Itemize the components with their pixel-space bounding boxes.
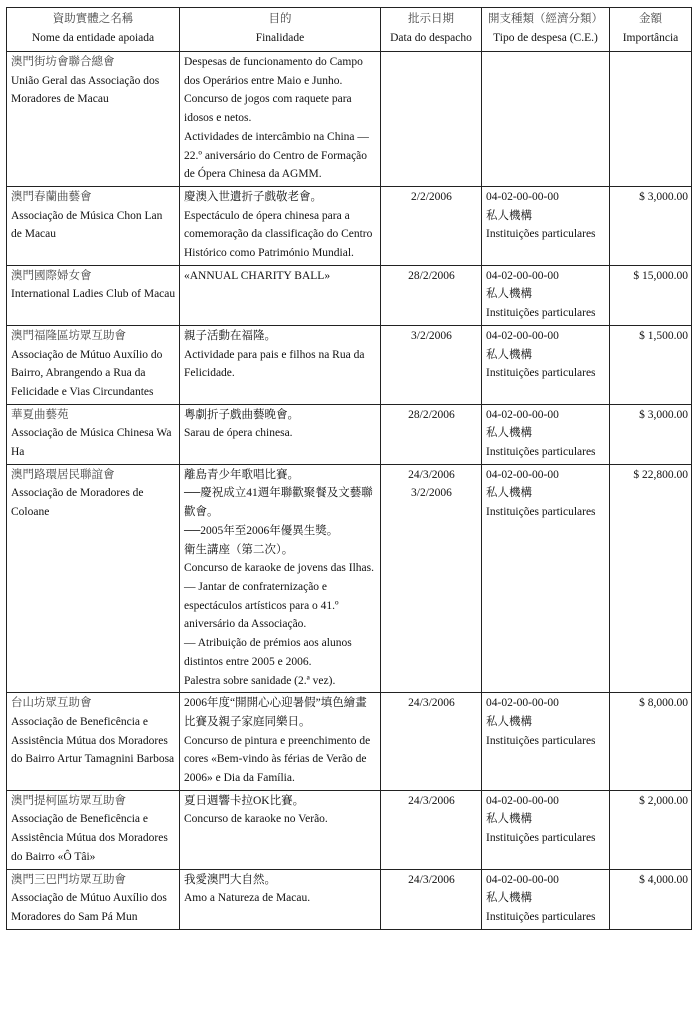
- header-amount: 金額 Importância: [610, 8, 692, 52]
- entity-name-pt: União Geral das Associação dos Moradores de Macau: [11, 74, 160, 106]
- expense-type-line: Instituições particulares: [486, 367, 596, 380]
- dispatch-date: 24/3/2006: [408, 468, 455, 481]
- expense-type-line: 04-02-00-00-00: [486, 873, 559, 886]
- expense-type-line: Instituições particulares: [486, 446, 596, 459]
- amount-cell: [610, 869, 692, 929]
- expense-type-line: 私人機構: [486, 288, 532, 301]
- entity-name-zh: 澳門街坊會聯合總會: [11, 56, 115, 68]
- purpose-line: Despesas de funcionamento do Campo dos Operários entre Maio e Junho.: [184, 56, 363, 87]
- table-row: [7, 790, 692, 869]
- amount-value: $ 3,000.00: [639, 190, 688, 203]
- table-row: [7, 325, 692, 404]
- purpose-line: 2006年度“開開心心迎暑假”填色繪畫比賽及親子家庭同樂日。: [184, 697, 367, 728]
- purpose-line: 慶澳入世遺折子戲敬老會。: [184, 190, 322, 203]
- purpose-line: Espectáculo de ópera chinesa para a comemoração da classificação do Centro Histórico como Património Mundial.: [184, 209, 373, 260]
- entity-cell: [7, 265, 180, 325]
- purpose-line: Amo a Natureza de Macau.: [184, 892, 311, 905]
- dispatch-date: 3/2/2006: [411, 329, 452, 342]
- dispatch-date: 24/3/2006: [408, 794, 455, 807]
- header-entity: 資助實體之名稱 Nome da entidade apoiada: [7, 8, 180, 52]
- date-cell: [381, 325, 482, 404]
- expense-type-cell: [482, 464, 610, 692]
- amount-cell: [610, 693, 692, 791]
- expense-type-line: Instituições particulares: [486, 734, 596, 747]
- date-cell: [381, 464, 482, 692]
- date-cell: [381, 265, 482, 325]
- expense-type-line: Instituições particulares: [486, 228, 596, 241]
- entity-name-pt: Associação de Música Chon Lan de Macau: [11, 209, 163, 241]
- amount-value: $ 4,000.00: [639, 873, 688, 886]
- date-cell: [381, 693, 482, 791]
- entity-name-pt: Associação de Música Chinesa Wa Ha: [11, 427, 172, 459]
- purpose-line: 離島青少年歌唱比賽。: [184, 468, 299, 481]
- expense-type-cell: [482, 325, 610, 404]
- amount-cell: [610, 325, 692, 404]
- purpose-cell: [180, 869, 381, 929]
- amount-cell: [610, 790, 692, 869]
- entity-name-pt: Associação de Beneficência e Assistência Mútua dos Moradores do Bairro «Ô Tâi»: [11, 813, 168, 863]
- purpose-line: Sarau de ópera chinesa.: [184, 427, 293, 440]
- entity-name-pt: Associação de Beneficência e Assistência Mútua dos Moradores do Bairro Artur Tamagnini Barbosa: [11, 715, 175, 766]
- purpose-line: 衛生講座（第二次）。: [184, 543, 294, 556]
- purpose-cell: [180, 693, 381, 791]
- amount-value: $ 1,500.00: [639, 329, 688, 342]
- expense-type-line: Instituições particulares: [486, 506, 596, 519]
- subsidy-table: [6, 7, 692, 930]
- purpose-cell: [180, 325, 381, 404]
- entity-name-zh: 澳門春蘭曲藝會: [11, 190, 92, 203]
- header-date: 批示日期 Data do despacho: [381, 8, 482, 52]
- expense-type-cell: [482, 790, 610, 869]
- header-type: 開支種類（經濟分類） Tipo de despesa (C.E.): [482, 8, 610, 52]
- entity-name-zh: 台山坊眾互助會: [11, 697, 92, 710]
- purpose-line: Concurso de karaoke no Verão.: [184, 813, 328, 826]
- amount-cell: [610, 186, 692, 265]
- entity-cell: [7, 790, 180, 869]
- dispatch-date: 24/3/2006: [408, 873, 455, 886]
- expense-type-cell: [482, 693, 610, 791]
- table-row: [7, 186, 692, 265]
- date-cell: [381, 186, 482, 265]
- entity-name-zh: 澳門國際婦女會: [11, 269, 92, 282]
- dispatch-date: 28/2/2006: [408, 408, 455, 421]
- entity-cell: [7, 186, 180, 265]
- purpose-line: 我愛澳門大自然。: [184, 873, 276, 886]
- purpose-line: «ANNUAL CHARITY BALL»: [184, 269, 331, 282]
- expense-type-line: 私人機構: [486, 715, 532, 728]
- purpose-cell: [180, 790, 381, 869]
- amount-cell: [610, 52, 692, 187]
- table-row: [7, 693, 692, 791]
- entity-name-zh: 澳門福隆區坊眾互助會: [11, 329, 126, 342]
- expense-type-line: 04-02-00-00-00: [486, 697, 559, 710]
- table-row: [7, 464, 692, 692]
- date-cell: [381, 404, 482, 464]
- expense-type-line: 私人機構: [486, 209, 532, 222]
- entity-name-pt: Associação de Mútuo Auxílio do Bairro, Abrangendo a Rua da Felicidade e Vias Circundantes: [11, 348, 163, 398]
- dispatch-date: 24/3/2006: [408, 697, 455, 710]
- entity-name-zh: 華夏曲藝苑: [11, 408, 69, 421]
- expense-type-line: 私人機構: [486, 427, 532, 440]
- entity-cell: [7, 404, 180, 464]
- purpose-line: — Jantar de confraternização e espectáculos artísticos para o 41.º aniversário da Associação.: [184, 580, 339, 631]
- dispatch-date: 28/2/2006: [408, 269, 455, 282]
- entity-name-zh: 澳門路環居民聯誼會: [11, 468, 115, 481]
- amount-cell: [610, 265, 692, 325]
- purpose-line: 親子活動在福隆。: [184, 329, 276, 342]
- amount-cell: [610, 464, 692, 692]
- purpose-line: Actividades de intercâmbio na China — 22.º aniversário do Centro de Formação de Ópera Chinesa da AGMM.: [184, 130, 369, 181]
- entity-name-pt: International Ladies Club of Macau: [11, 288, 176, 301]
- purpose-cell: [180, 186, 381, 265]
- table-row: [7, 52, 692, 187]
- purpose-cell: [180, 265, 381, 325]
- expense-type-line: 04-02-00-00-00: [486, 269, 559, 282]
- entity-cell: [7, 693, 180, 791]
- expense-type-cell: [482, 869, 610, 929]
- header-purpose: 目的 Finalidade: [180, 8, 381, 52]
- expense-type-line: 04-02-00-00-00: [486, 190, 559, 203]
- purpose-line: ──慶祝成立41週年聯歡聚餐及文藝聯歡會。: [184, 487, 373, 519]
- amount-value: $ 22,800.00: [633, 468, 688, 481]
- entity-name-pt: Associação de Moradores de Coloane: [11, 487, 144, 519]
- expense-type-line: Instituições particulares: [486, 910, 596, 923]
- date-cell: [381, 52, 482, 187]
- expense-type-cell: [482, 265, 610, 325]
- amount-cell: [610, 404, 692, 464]
- amount-value: $ 8,000.00: [639, 697, 688, 710]
- expense-type-line: 私人機構: [486, 892, 532, 905]
- expense-type-cell: [482, 52, 610, 187]
- header-row: [7, 8, 692, 52]
- entity-name-pt: Associação de Mútuo Auxílio dos Moradores do Sam Pá Mun: [11, 892, 167, 923]
- purpose-line: — Atribuição de prémios aos alunos distintos entre 2005 e 2006.: [184, 637, 352, 668]
- purpose-cell: [180, 404, 381, 464]
- dispatch-date: 3/2/2006: [411, 487, 452, 500]
- entity-cell: [7, 869, 180, 929]
- amount-value: $ 3,000.00: [639, 408, 688, 421]
- expense-type-cell: [482, 186, 610, 265]
- table-row: [7, 265, 692, 325]
- entity-cell: [7, 52, 180, 187]
- purpose-cell: [180, 464, 381, 692]
- expense-type-line: 04-02-00-00-00: [486, 468, 559, 481]
- expense-type-line: 私人機構: [486, 348, 532, 361]
- expense-type-line: Instituições particulares: [486, 832, 596, 845]
- purpose-line: 粵劇折子戲曲藝晚會。: [184, 408, 299, 421]
- entity-name-zh: 澳門三巴門坊眾互助會: [11, 873, 126, 886]
- purpose-line: Concurso de karaoke de jovens das Ilhas.: [184, 562, 375, 575]
- amount-value: $ 2,000.00: [639, 794, 688, 807]
- entity-cell: [7, 464, 180, 692]
- date-cell: [381, 790, 482, 869]
- expense-type-line: Instituições particulares: [486, 307, 596, 320]
- entity-cell: [7, 325, 180, 404]
- expense-type-line: 04-02-00-00-00: [486, 794, 559, 807]
- table-row: [7, 404, 692, 464]
- table-row: [7, 869, 692, 929]
- purpose-line: ──2005年至2006年優異生獎。: [184, 524, 339, 537]
- entity-name-zh: 澳門提柯區坊眾互助會: [11, 794, 126, 807]
- expense-type-line: 私人機構: [486, 813, 532, 826]
- purpose-cell: [180, 52, 381, 187]
- purpose-line: Palestra sobre sanidade (2.ª vez).: [184, 674, 336, 687]
- table-body: [7, 52, 692, 930]
- purpose-line: Concurso de pintura e preenchimento de cores «Bem-vindo às férias de Verão de 2006» e Dia da Família.: [184, 734, 371, 785]
- expense-type-line: 私人機構: [486, 487, 532, 500]
- date-cell: [381, 869, 482, 929]
- expense-type-line: 04-02-00-00-00: [486, 408, 559, 421]
- purpose-line: Concurso de jogos com raquete para idosos e netos.: [184, 93, 352, 125]
- purpose-line: 夏日週響卡拉OK比賽。: [184, 794, 305, 807]
- dispatch-date: 2/2/2006: [411, 190, 452, 203]
- amount-value: $ 15,000.00: [633, 269, 688, 282]
- expense-type-cell: [482, 404, 610, 464]
- expense-type-line: 04-02-00-00-00: [486, 329, 559, 342]
- purpose-line: Actividade para pais e filhos na Rua da Felicidade.: [184, 348, 365, 380]
